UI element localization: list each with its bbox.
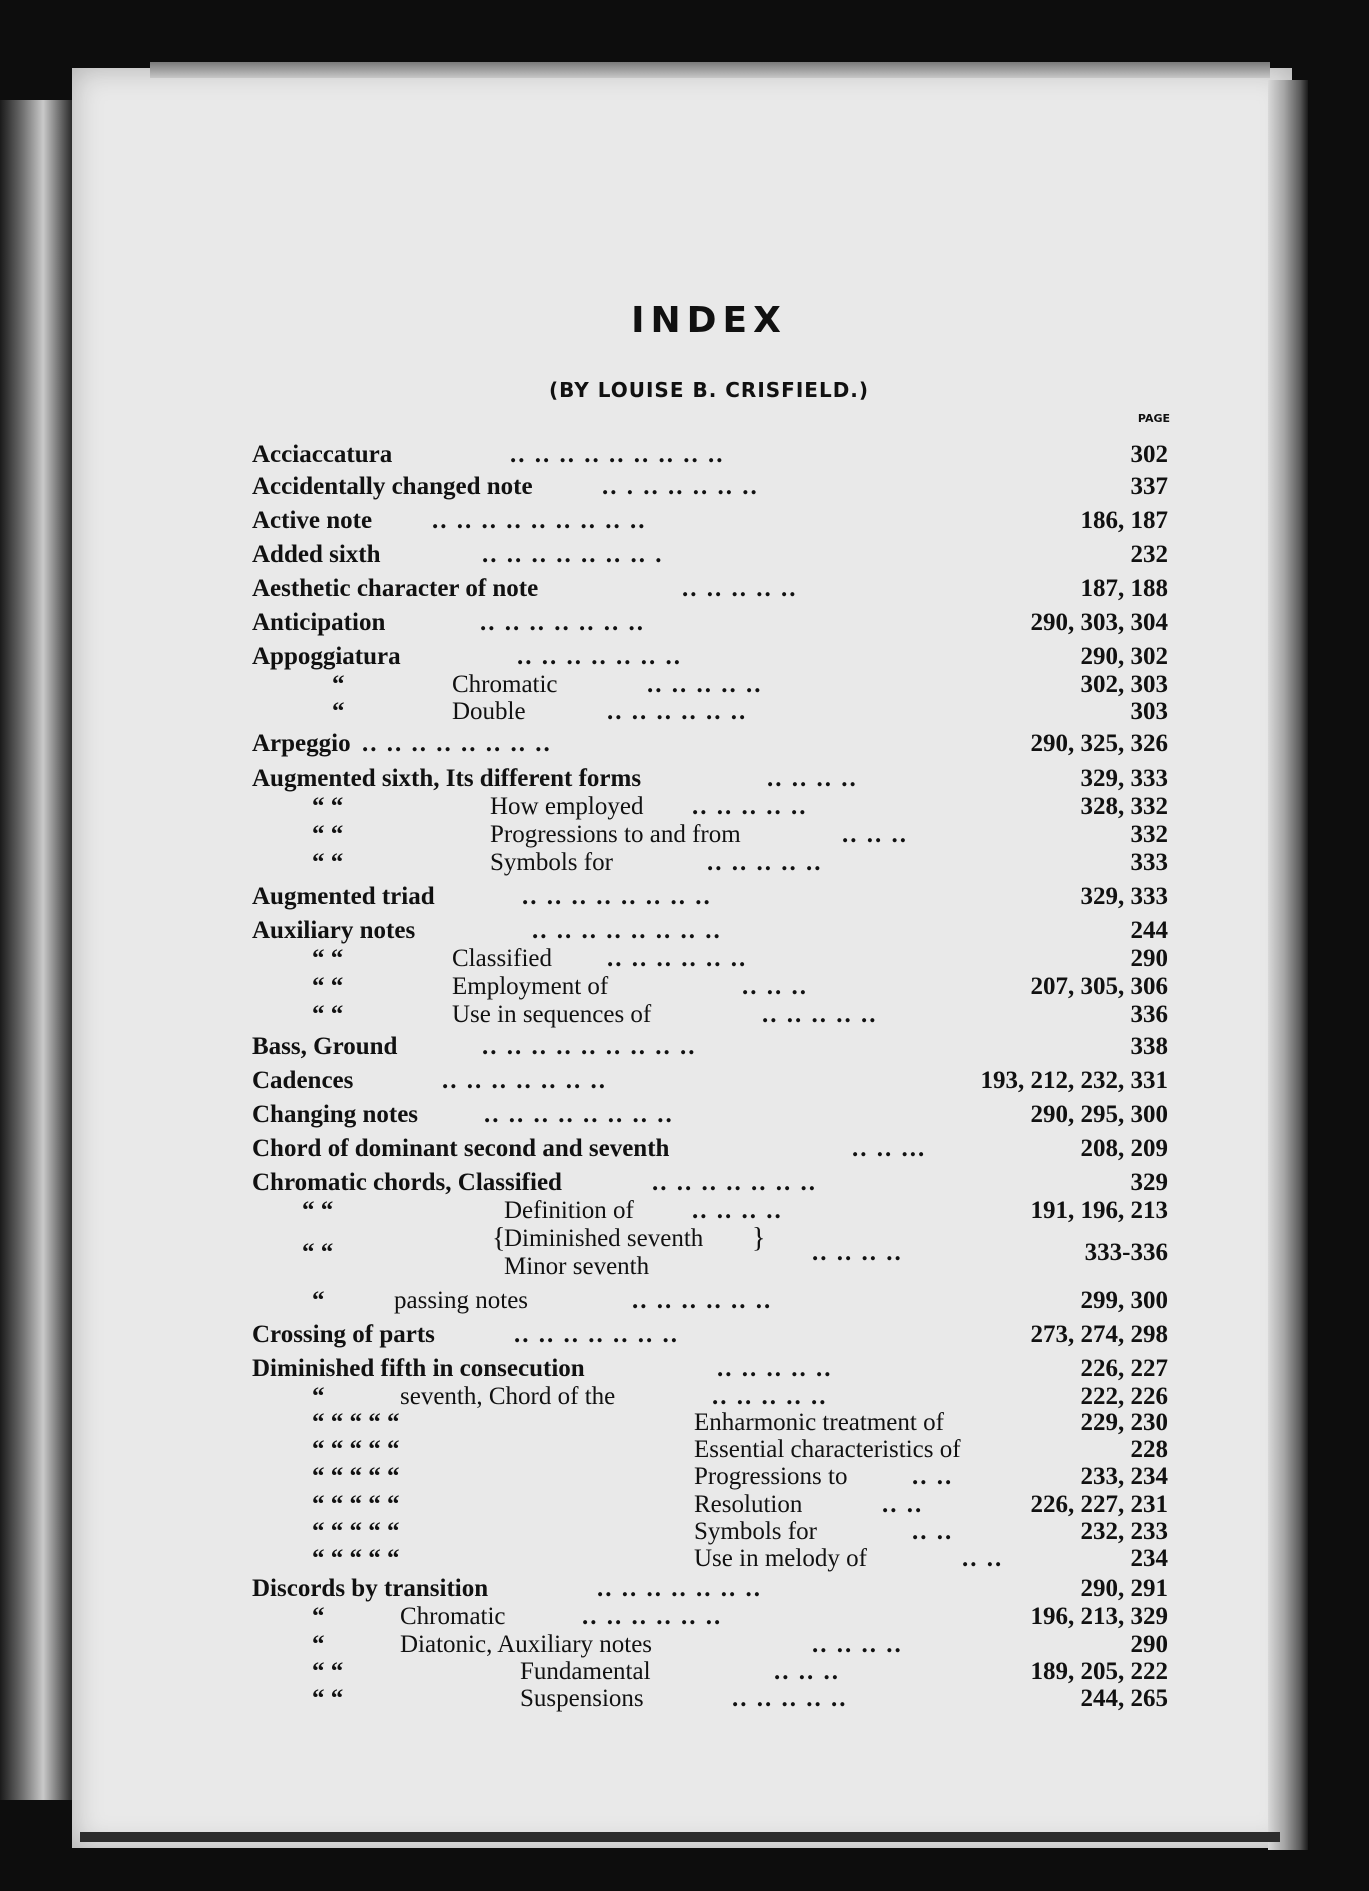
entry-pages: 234 xyxy=(1130,1545,1168,1572)
dot-leader: .. .. .. .. .. .. xyxy=(632,1287,773,1314)
entry-term: passing notes xyxy=(394,1287,529,1314)
dot-leader: .. .. .. .. .. xyxy=(707,849,823,876)
ditto-marks: “ “ “ “ “ xyxy=(312,1518,400,1545)
entry-pages: 189, 205, 222 xyxy=(1030,1658,1168,1685)
dot-leader: .. .. .. .. .. .. .. xyxy=(442,1067,607,1094)
entry-term: Resolution xyxy=(694,1491,803,1518)
dot-leader: .. .. .. .. .. .. .. .. xyxy=(522,883,712,910)
right-brace-icon: } xyxy=(752,1223,766,1254)
index-entry xyxy=(252,1630,1168,1660)
index-entry xyxy=(252,440,1168,470)
entry-term: Diminished seventh xyxy=(504,1225,704,1252)
entry-term: Double xyxy=(452,698,526,725)
dot-leader: .. .. xyxy=(962,1545,1004,1572)
entry-pages: 337 xyxy=(1130,473,1168,500)
dot-leader: .. .. .. .. .. .. .. xyxy=(480,609,645,636)
entry-pages: 329, 333 xyxy=(1080,765,1168,792)
entry-term: Fundamental xyxy=(520,1658,651,1685)
ditto-marks: “ “ xyxy=(312,821,344,848)
entry-pages: 299, 300 xyxy=(1080,1287,1168,1314)
entry-term: Employment of xyxy=(452,973,609,1000)
entry-term: Anticipation xyxy=(252,609,386,636)
entry-term: Progressions to xyxy=(694,1463,848,1490)
entry-term: Use in melody of xyxy=(694,1545,867,1572)
entry-pages: 338 xyxy=(1130,1033,1168,1060)
entry-term: seventh, Chord of the xyxy=(400,1383,616,1410)
entry-term: Essential characteristics of xyxy=(694,1436,961,1463)
entry-pages: 290 xyxy=(1130,1631,1168,1658)
index-entry xyxy=(252,670,1168,700)
dot-leader: .. . .. .. .. .. .. xyxy=(602,473,759,500)
book-spine-edge xyxy=(0,100,72,1800)
page-top-edge xyxy=(150,62,1270,78)
dot-leader: .. .. .. .. .. xyxy=(682,575,798,602)
entry-pages: 303 xyxy=(1130,698,1168,725)
entry-term: Chromatic xyxy=(400,1603,506,1630)
index-entry xyxy=(252,574,1168,604)
entry-pages: 193, 212, 232, 331 xyxy=(980,1067,1168,1094)
entry-term: Diatonic, Auxiliary notes xyxy=(400,1631,653,1658)
entry-term: Classified xyxy=(452,945,552,972)
dot-leader: .. .. .. .. .. xyxy=(732,1685,848,1712)
dot-leader: .. .. .. xyxy=(842,821,908,848)
entry-pages: 187, 188 xyxy=(1080,575,1168,602)
dot-leader: .. .. .. .. .. xyxy=(762,1001,878,1028)
dot-leader: .. .. .. .. .. .. .. xyxy=(652,1169,817,1196)
index-entry xyxy=(252,916,1168,946)
page-column-label: PAGE xyxy=(1137,412,1170,425)
index-entry xyxy=(252,642,1168,672)
ditto-marks: “ xyxy=(312,1383,325,1410)
ditto-marks: “ “ xyxy=(312,1685,344,1712)
ditto-marks: “ xyxy=(332,698,345,725)
index-entry xyxy=(252,1544,1168,1574)
ditto-marks: “ “ “ “ “ xyxy=(312,1409,400,1436)
entry-term: Changing notes xyxy=(252,1101,419,1128)
entry-pages: 229, 230 xyxy=(1080,1409,1168,1436)
dot-leader: .. .. xyxy=(882,1491,924,1518)
entry-term: Crossing of parts xyxy=(252,1321,435,1348)
index-entry xyxy=(252,1224,1168,1284)
ditto-marks: “ xyxy=(332,671,345,698)
index-entry xyxy=(252,1517,1168,1547)
index-entry xyxy=(252,1000,1168,1030)
entry-term: Progressions to and from xyxy=(490,821,741,848)
entry-pages: 222, 226 xyxy=(1080,1383,1168,1410)
entry-pages: 290, 303, 304 xyxy=(1030,609,1168,636)
entry-pages: 232 xyxy=(1130,541,1168,568)
entry-term: Arpeggio xyxy=(252,730,351,757)
ditto-marks: “ xyxy=(312,1603,325,1630)
entry-term: Accidentally changed note xyxy=(252,473,533,500)
entry-pages: 290, 325, 326 xyxy=(1030,730,1168,757)
entry-term: Use in sequences of xyxy=(452,1001,652,1028)
index-entry xyxy=(252,1574,1168,1604)
entry-pages: 329 xyxy=(1130,1169,1168,1196)
dot-leader: .. .. xyxy=(912,1518,954,1545)
ditto-marks: “ “ xyxy=(312,1658,344,1685)
ditto-marks: “ “ xyxy=(302,1197,334,1224)
entry-pages: 290 xyxy=(1130,945,1168,972)
index-entry xyxy=(252,848,1168,878)
dot-leader: .. .. .. .. .. .. .. .. .. xyxy=(482,1033,697,1060)
dot-leader: .. .. .. xyxy=(774,1658,840,1685)
entry-term: Aesthetic character of note xyxy=(252,575,539,602)
index-entry xyxy=(252,697,1168,727)
page-right-edge xyxy=(1268,80,1308,1850)
entry-term: Cadences xyxy=(252,1067,354,1094)
dot-leader: .. .. .. .. .. .. .. xyxy=(514,1321,679,1348)
entry-pages: 191, 196, 213 xyxy=(1030,1197,1168,1224)
index-entry xyxy=(252,764,1168,794)
index-byline: (BY LOUISE B. CRISFIELD.) xyxy=(548,378,870,402)
entry-term: Discords by transition xyxy=(252,1575,489,1602)
ditto-marks: “ xyxy=(312,1287,325,1314)
entry-pages: 332 xyxy=(1130,821,1168,848)
index-entry xyxy=(252,944,1168,974)
page-bottom-edge xyxy=(80,1832,1280,1842)
dot-leader: .. .. .. .. .. .. .. . xyxy=(482,541,664,568)
entry-term: Symbols for xyxy=(694,1518,817,1545)
ditto-marks: “ “ “ “ “ xyxy=(312,1545,400,1572)
dot-leader: .. .. .. .. xyxy=(767,765,858,792)
index-entry xyxy=(252,1490,1168,1520)
dot-leader: .. .. xyxy=(912,1463,954,1490)
index-entry xyxy=(252,540,1168,570)
entry-pages: 328, 332 xyxy=(1080,793,1168,820)
entry-term: Added sixth xyxy=(252,541,381,568)
entry-pages: 228 xyxy=(1130,1436,1168,1463)
index-entry xyxy=(252,1168,1168,1198)
dot-leader: .. .. .. .. .. xyxy=(692,793,808,820)
dot-leader: .. .. .. .. .. .. .. xyxy=(597,1575,762,1602)
entry-term: Chord of dominant second and seventh xyxy=(252,1135,670,1162)
dot-leader: .. .. .. .. xyxy=(812,1631,903,1658)
index-entry xyxy=(252,1032,1168,1062)
entry-pages: 232, 233 xyxy=(1080,1518,1168,1545)
entry-pages: 233, 234 xyxy=(1080,1463,1168,1490)
index-entry xyxy=(252,1602,1168,1632)
dot-leader: .. .. .. .. .. .. .. .. xyxy=(362,730,552,757)
dot-leader: .. .. .. .. .. .. .. .. xyxy=(532,917,722,944)
index-entry xyxy=(252,1100,1168,1130)
entry-pages: 244 xyxy=(1130,917,1168,944)
entry-term: Auxiliary notes xyxy=(252,917,416,944)
dot-leader: .. .. .. .. .. .. xyxy=(607,945,748,972)
entry-term: How employed xyxy=(490,793,644,820)
index-entry xyxy=(252,472,1168,502)
entry-term: Acciaccatura xyxy=(252,441,393,468)
dot-leader: .. .. .. .. .. .. .. .. xyxy=(484,1101,674,1128)
entry-pages: 207, 305, 306 xyxy=(1030,973,1168,1000)
dot-leader: .. .. .. .. .. .. xyxy=(582,1603,723,1630)
ditto-marks: “ “ xyxy=(302,1239,334,1266)
entry-pages: 208, 209 xyxy=(1080,1135,1168,1162)
ditto-marks: “ “ xyxy=(312,793,344,820)
dot-leader: .. .. .. .. .. xyxy=(717,1355,833,1382)
entry-term: Enharmonic treatment of xyxy=(694,1409,944,1436)
entry-pages: 226, 227 xyxy=(1080,1355,1168,1382)
entry-pages: 329, 333 xyxy=(1080,883,1168,910)
index-title: INDEX xyxy=(631,300,787,341)
entry-term: Bass, Ground xyxy=(252,1033,398,1060)
entry-term: Diminished fifth in consecution xyxy=(252,1355,585,1382)
dot-leader: .. .. .. .. .. .. .. .. .. xyxy=(432,507,647,534)
index-entry xyxy=(252,1435,1168,1465)
entry-term-second: Minor seventh xyxy=(504,1253,650,1280)
ditto-marks: “ “ xyxy=(312,1001,344,1028)
dot-leader: .. .. ... xyxy=(852,1135,927,1162)
entry-pages: 273, 274, 298 xyxy=(1030,1321,1168,1348)
entry-term: Augmented triad xyxy=(252,883,435,910)
entry-term: Augmented sixth, Its different forms xyxy=(252,765,642,792)
entry-term: Active note xyxy=(252,507,373,534)
index-entry xyxy=(252,729,1168,759)
index-entry xyxy=(252,1462,1168,1492)
entry-pages: 226, 227, 231 xyxy=(1030,1491,1168,1518)
index-entry xyxy=(252,1066,1168,1096)
dot-leader: .. .. .. xyxy=(742,973,808,1000)
left-brace-icon: { xyxy=(492,1223,506,1254)
entry-term: Definition of xyxy=(504,1197,634,1224)
entry-pages: 290, 295, 300 xyxy=(1030,1101,1168,1128)
entry-pages: 290, 291 xyxy=(1080,1575,1168,1602)
dot-leader: .. .. .. .. .. xyxy=(712,1383,828,1410)
entry-term: Symbols for xyxy=(490,849,613,876)
entry-pages: 333 xyxy=(1130,849,1168,876)
index-entry xyxy=(252,792,1168,822)
ditto-marks: “ xyxy=(312,1631,325,1658)
index-entry xyxy=(252,1196,1168,1226)
entry-term: Appoggiatura xyxy=(252,643,401,670)
ditto-marks: “ “ xyxy=(312,973,344,1000)
index-entry xyxy=(252,820,1168,850)
dot-leader: .. .. .. .. .. .. .. xyxy=(517,643,682,670)
index-entry xyxy=(252,506,1168,536)
index-entry xyxy=(252,972,1168,1002)
dot-leader: .. .. .. .. .. xyxy=(647,671,763,698)
index-entry xyxy=(252,1134,1168,1164)
index-entry xyxy=(252,1408,1168,1438)
index-entry xyxy=(252,1657,1168,1687)
index-entry xyxy=(252,1354,1168,1384)
ditto-marks: “ “ “ “ “ xyxy=(312,1491,400,1518)
index-entry xyxy=(252,608,1168,638)
ditto-marks: “ “ xyxy=(312,849,344,876)
index-entry xyxy=(252,1684,1168,1714)
entry-pages: 302 xyxy=(1130,441,1168,468)
entry-term: Chromatic xyxy=(452,671,558,698)
entry-pages: 290, 302 xyxy=(1080,643,1168,670)
dot-leader: .. .. .. .. xyxy=(692,1197,783,1224)
dot-leader: .. .. .. .. .. .. xyxy=(607,698,748,725)
entry-pages: 196, 213, 329 xyxy=(1030,1603,1168,1630)
index-entry xyxy=(252,1286,1168,1316)
entry-pages: 333-336 xyxy=(1084,1239,1168,1266)
entry-pages: 336 xyxy=(1130,1001,1168,1028)
ditto-marks: “ “ “ “ “ xyxy=(312,1463,400,1490)
ditto-marks: “ “ xyxy=(312,945,344,972)
dot-leader: .. .. .. .. .. .. .. .. .. xyxy=(510,441,725,468)
entry-term: Suspensions xyxy=(520,1685,644,1712)
index-entry xyxy=(252,1320,1168,1350)
entry-pages: 302, 303 xyxy=(1080,671,1168,698)
entry-pages: 186, 187 xyxy=(1080,507,1168,534)
ditto-marks: “ “ “ “ “ xyxy=(312,1436,400,1463)
entry-pages: 244, 265 xyxy=(1080,1685,1168,1712)
index-entry xyxy=(252,882,1168,912)
entry-term: Chromatic chords, Classified xyxy=(252,1169,562,1196)
dot-leader: .. .. .. .. xyxy=(812,1239,903,1266)
